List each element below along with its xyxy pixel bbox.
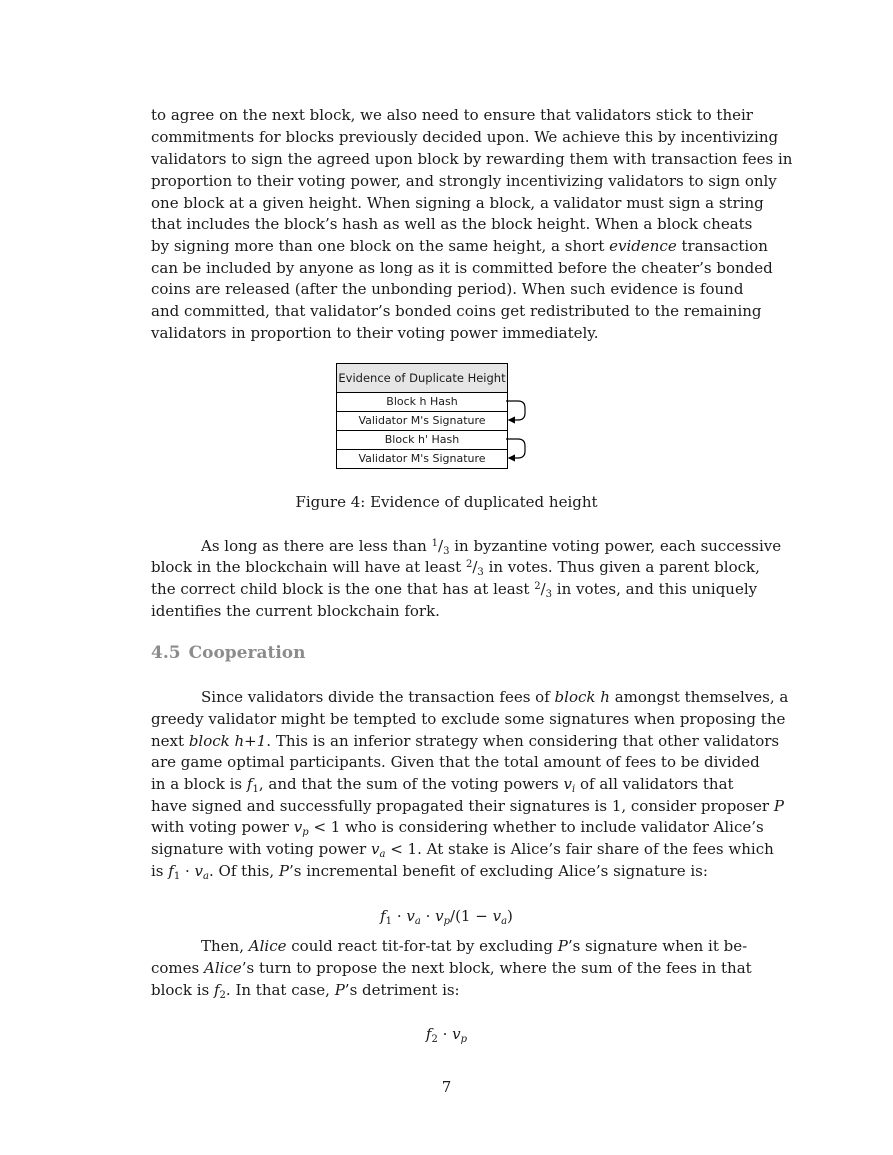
text-span: in byzantine voting power, each successive xyxy=(454,537,782,555)
figure-duplicate-height xyxy=(336,363,528,469)
math-symbol: a xyxy=(501,916,508,927)
math-vp xyxy=(294,818,309,836)
text-line: proportion to their voting power, and strongly incentivizing validators to sign only xyxy=(151,172,777,190)
text-span: As long as there are less than xyxy=(201,537,427,555)
text-span: by signing more than one block on the same height, a short xyxy=(151,237,605,255)
evidence-table xyxy=(336,363,508,469)
equation-detriment xyxy=(0,1023,893,1045)
text-span: , and that the sum of the voting powers xyxy=(258,775,559,793)
text-span: < 1 who is considering whether to include validator Alice’s xyxy=(313,818,764,836)
text-line: block in the blockchain will have at least $^2/_3$ in votes. Thus given a parent block, xyxy=(151,558,760,578)
text-line: to agree on the next block, we also need to ensure that validators stick to their xyxy=(151,106,753,124)
text-span: Since validators divide the transaction fees of xyxy=(201,688,550,706)
text-span: have signed and successfully propagated their signatures is 1, consider proposer xyxy=(151,797,770,815)
text-span: ’s turn to propose the next block, where the sum of the fees in that xyxy=(241,959,752,977)
emphasis-evidence: evidence xyxy=(609,237,677,255)
text-span: amongst themselves, a xyxy=(614,688,789,706)
math-subscript: 1 xyxy=(252,784,259,795)
arrow-connector-1 xyxy=(506,401,525,420)
math-symbol: a xyxy=(379,849,386,860)
math-f1-va xyxy=(168,862,209,880)
text-line: As long as there are less than $^1/_3$ in byzantine voting power, each successive xyxy=(201,537,782,557)
math-subscript: 1 xyxy=(173,871,181,882)
math-dot: · xyxy=(180,862,195,880)
text-line xyxy=(151,979,722,1001)
text-span: ’s incremental benefit of excluding Alice’s signature is: xyxy=(288,862,708,880)
text-line xyxy=(151,773,734,795)
math-symbol: v xyxy=(492,907,502,925)
math-vi xyxy=(564,775,576,793)
text-span: transaction xyxy=(681,237,768,255)
text-span: next xyxy=(151,732,185,750)
text-line xyxy=(201,686,789,708)
equation-benefit xyxy=(0,905,893,927)
text-line: coins are released (after the unbonding period). When such evidence is found xyxy=(151,280,744,298)
text-span: with voting power xyxy=(151,818,289,836)
math-symbol: v xyxy=(563,775,572,793)
text-line xyxy=(151,730,780,752)
math-symbol: f xyxy=(246,775,253,793)
math-subscript xyxy=(572,784,575,795)
text-span: is xyxy=(151,862,164,880)
evidence-row-signature: Validator M's Signature xyxy=(337,412,507,431)
fraction-den: 3 xyxy=(545,589,552,600)
math-symbol: v xyxy=(406,907,415,925)
text-line: validators to sign the agreed upon block by rewarding them with transaction fees in xyxy=(151,150,793,168)
text-span: . This is an inferior strategy when considering that other validators xyxy=(266,732,780,750)
text-line: and committed, that validator’s bonded coins get redistributed to the remaining xyxy=(151,302,762,320)
text-span: could react tit-for-tat by excluding xyxy=(291,937,553,955)
text-line: are game optimal participants. Given that the total amount of fees to be divided xyxy=(151,753,760,771)
math-subscript: 2 xyxy=(219,990,226,1001)
text-line: identifies the current blockchain fork. xyxy=(151,602,440,620)
text-span: of all validators that xyxy=(579,775,734,793)
text-span: signature with voting power xyxy=(151,840,367,858)
math-symbol: p xyxy=(302,827,309,838)
emphasis-alice: Alice xyxy=(248,937,287,955)
text-line xyxy=(151,838,774,860)
math-subscript xyxy=(461,1034,467,1045)
text-span: in votes. Thus given a parent block, xyxy=(488,558,760,576)
fraction-num: 1 xyxy=(431,538,438,549)
math-symbol: a xyxy=(414,916,421,927)
math-subscript: 2 xyxy=(431,1034,438,1045)
math-symbol: v xyxy=(293,818,303,836)
fraction-num: 2 xyxy=(465,559,473,570)
text-span: < 1. At stake is Alice’s fair share of the fees which xyxy=(390,840,774,858)
evidence-row-block-hash: Block h Hash xyxy=(337,393,507,412)
math-symbol: P xyxy=(278,862,289,880)
evidence-row-block-hash-prime: Block h' Hash xyxy=(337,431,507,450)
fraction-den: 3 xyxy=(477,567,484,578)
math-symbol: f xyxy=(168,862,174,880)
text-span: Then, xyxy=(201,937,244,955)
math-subscript: 1 xyxy=(385,916,393,927)
math-dot: · xyxy=(437,1025,453,1043)
text-line: greedy validator might be tempted to exclude some signatures when proposing the xyxy=(151,710,786,728)
evidence-row-signature-2: Validator M's Signature xyxy=(358,452,486,465)
math-va xyxy=(371,840,385,858)
text-line xyxy=(151,816,764,838)
figure-arrows xyxy=(506,363,528,469)
text-line: that includes the block’s hash as well as the block height. When a block cheats xyxy=(151,215,753,233)
text-line xyxy=(151,860,722,882)
emphasis-block-h: block h xyxy=(554,688,610,706)
math-f1 xyxy=(247,775,259,793)
math-symbol: p xyxy=(443,916,451,927)
text-line: can be included by anyone as long as it is committed before the cheater’s bonded xyxy=(151,259,773,277)
emphasis-alice: Alice xyxy=(204,959,242,977)
math-subscript xyxy=(302,827,308,838)
math-symbol: P xyxy=(334,981,345,999)
text-span: the correct child block is the one that has at least xyxy=(151,580,530,598)
text-line xyxy=(151,795,784,817)
text-span: in a block is xyxy=(151,775,243,793)
math-symbol: f xyxy=(213,981,220,999)
text-line: commitments for blocks previously decided upon. We achieve this by incentivizing xyxy=(151,128,779,146)
section-number: 4.5 xyxy=(151,643,181,663)
figure-caption: Figure 4: Evidence of duplicated height xyxy=(295,493,598,511)
text-span: in votes, and this uniquely xyxy=(556,580,758,598)
math-subscript xyxy=(379,849,385,860)
math-symbol: v xyxy=(370,840,380,858)
text-line xyxy=(201,935,748,957)
evidence-table-header: Evidence of Duplicate Height xyxy=(337,364,507,393)
math-dot: · xyxy=(392,907,407,925)
math-symbol: v xyxy=(435,907,444,925)
page-number: 7 xyxy=(441,1078,452,1096)
math-operator: /(1 − xyxy=(450,907,493,925)
math-symbol: P xyxy=(557,937,568,955)
text-span: . Of this, xyxy=(208,862,275,880)
math-symbol: v xyxy=(194,862,204,880)
text-line: validators in proportion to their voting power immediately. xyxy=(151,324,599,342)
section-title: Cooperation xyxy=(188,643,306,663)
text-span: . In that case, xyxy=(225,981,330,999)
text-span: ’s detriment is: xyxy=(344,981,460,999)
text-line xyxy=(151,957,752,979)
math-symbol: p xyxy=(460,1034,468,1045)
fraction-den: 3 xyxy=(443,546,450,557)
math-symbol: P xyxy=(773,797,784,815)
text-line: the correct child block is the one that has at least $^2/_3$ in votes, and this uniquely xyxy=(151,580,758,600)
math-symbol: i xyxy=(572,784,576,795)
math-symbol: v xyxy=(452,1025,461,1043)
math-symbol: f xyxy=(380,907,386,925)
text-line: one block at a given height. When signing a block, a validator must sign a string xyxy=(151,194,764,212)
fraction-num: 2 xyxy=(534,581,541,592)
text-span: block in the blockchain will have at least xyxy=(151,558,462,576)
section-heading xyxy=(151,643,305,663)
math-symbol: f xyxy=(425,1025,432,1043)
arrow-connector-2 xyxy=(506,439,525,458)
math-dot: · xyxy=(420,907,436,925)
text-span: block is xyxy=(151,981,210,999)
math-symbol: a xyxy=(203,871,209,882)
math-operator: ) xyxy=(507,907,513,925)
emphasis-block-h1: block h+1 xyxy=(188,732,267,750)
text-span: comes xyxy=(151,959,200,977)
text-line xyxy=(151,235,768,257)
text-span: ’s signature when it be- xyxy=(567,937,748,955)
